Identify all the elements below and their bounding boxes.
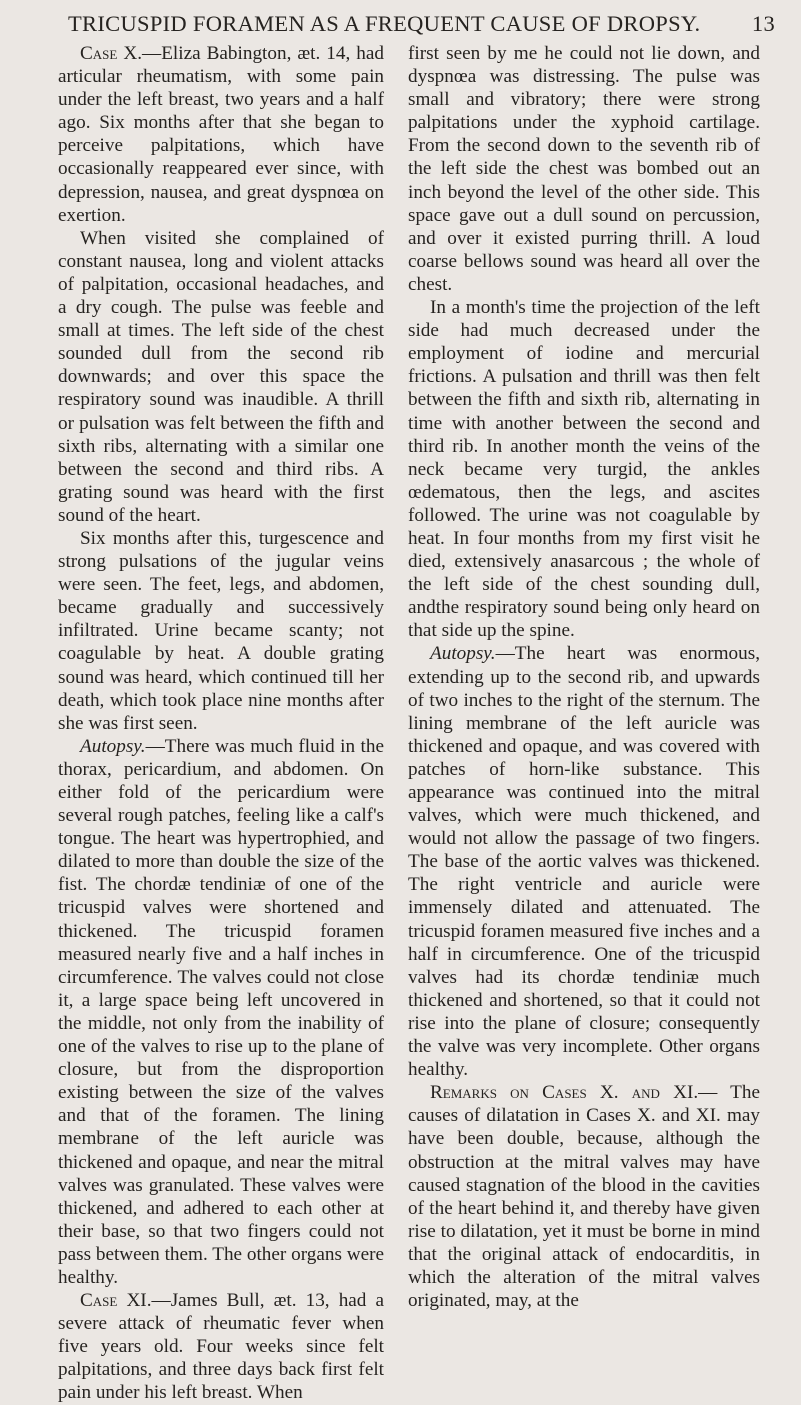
remarks-paragraph: Remarks on Cases X. and XI.— The causes of dilatation in Cases X. and XI. may have been double, because, although the obstruction at the mitral valves may have caused stagnation of the blood in the cavities of the heart behind it, and thereby have given rise to dilatation, yet it must be borne in mind that the original attack of endocarditis, in which the alteration of the mitral valves originated, may, at the bbox=[408, 1082, 760, 1312]
case-xi-continued-paragraph: first seen by me he could not lie down, and dyspnœa was distressing. The pulse was small and vibratory; there were strong palpitations under the xyphoid cartilage. From the second down to the seventh rib of the left side the chest was bombed out an inch beyond the level of the other side. This space gave out a dull sound on percussion, and over it existed purring thrill. A loud coarse bellows sound was heard all over the chest. bbox=[408, 43, 760, 295]
case-xi-progress-paragraph: In a month's time the projection of the left side had much decreased under the employment of iodine and mercurial frictions. A pulsation and thrill was then felt between the fifth and sixth rib, alternating in time with another between the second and third rib. In another month the veins of the neck became very turgid, the ankles œdematous, then the legs, and ascites followed. The urine was not coagulable by heat. In four months from my first visit he died, extensively anasarcous ; the whole of the left side of the chest sounding dull, andthe respiratory sound being only heard on that side up the spine. bbox=[408, 297, 760, 642]
case-xi-intro-paragraph: Case XI.—James Bull, æt. 13, had a severe attack of rheumatic fever when five years old. Four weeks since felt palpitations, and three days back first felt pain under his left breast. When bbox=[58, 1290, 385, 1404]
case-x-heading: Case X. bbox=[80, 43, 143, 64]
case-x-autopsy-paragraph: Autopsy.—There was much fluid in the thorax, pericardium, and abdomen. On either fold of the pericardium were several rough patches, feeling like a calf's tongue. The heart was hypertrophied, and dilated to more than double the size of the fist. The chordæ tendiniæ of one of the tricuspid valves were shortened and thickened. The tricuspid foramen measured nearly five and a half inches in circumference. The valves could not close it, a large space being left uncovered in the middle, not only from the inability of one of the valves to rise up to the plane of closure, but from the disproportion existing between the size of the valves and that of the foramen. The lining membrane of the left auricle was thickened and opaque, and near the mitral valves was granulated. These valves were thickened, and adhered to each other at their base, so that two fingers could not pass between them. The other organs were healthy. bbox=[58, 735, 384, 1288]
running-header bbox=[40, 7, 775, 43]
autopsy-heading: Autopsy. bbox=[80, 735, 146, 757]
case-xi-heading: Case XI. bbox=[80, 1290, 152, 1312]
remarks-heading: Remarks on Cases X. and XI. bbox=[430, 1082, 699, 1104]
case-xi-autopsy-paragraph: Autopsy.—The heart was enormous, extending up to the second rib, and upwards of two inches to the right of the sternum. The lining membrane of the left auricle was thickened and opaque, and was covered with patches of horn-like substance. This appearance was continued into the mitral valves, which were much thickened, and would not allow the passage of two fingers. The base of the aortic valves was thickened. The right ventricle and auricle were immensely dilated and attenuated. The tricuspid foramen measured five inches and a half in circumference. One of the tricuspid valves had its chordæ tendiniæ much thickened and shortened, so that it could not rise into the plane of closure; consequently the valve was very incomplete. Other organs healthy. bbox=[408, 643, 760, 1081]
page-number: 13 bbox=[751, 11, 775, 36]
page-title: TRICUSPID FORAMEN AS A FREQUENT CAUSE OF DROPSY. bbox=[68, 11, 701, 36]
left-column bbox=[58, 42, 384, 1405]
autopsy-heading: Autopsy. bbox=[430, 643, 496, 665]
case-x-intro-paragraph: Case X.—Eliza Babington, æt. 14, had articular rheumatism, with some pain under the left breast, two years and a half ago. Six months after that she began to perceive palpitations, which have occasionally reappeared ever since, with depression, nausea, and great dyspnœa on exertion. bbox=[58, 43, 384, 226]
case-x-progress-paragraph: Six months after this, turgescence and strong pulsations of the jugular veins were seen. The feet, legs, and abdomen, became gradually and successively infiltrated. Urine became scanty; not coagulable by heat. A double grating sound was heard, which continued till her death, which took place nine months after she was first seen. bbox=[58, 527, 384, 734]
case-x-visit-paragraph: When visited she complained of constant nausea, long and violent attacks of palpitation, occasional headaches, and a dry cough. The pulse was feeble and small at times. The left side of the chest sounded dull from the second rib downwards; and over this space the respiratory sound was inaudible. A thrill or pulsation was felt between the fifth and sixth ribs, alternating with a similar one between the second and third ribs. A grating sound was heard with the first sound of the heart. bbox=[58, 227, 384, 526]
right-column bbox=[408, 42, 760, 1312]
